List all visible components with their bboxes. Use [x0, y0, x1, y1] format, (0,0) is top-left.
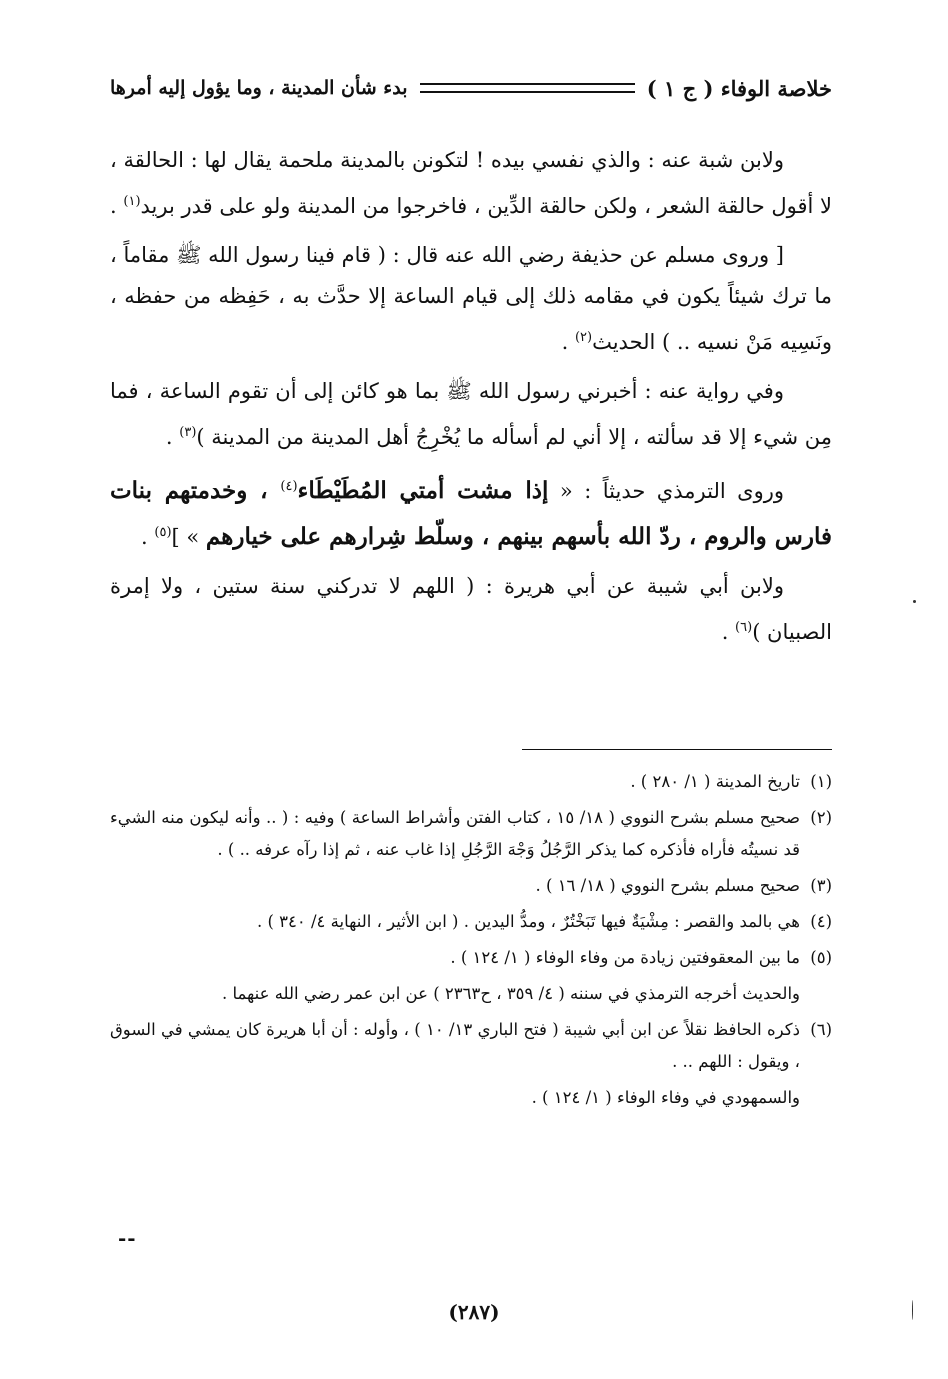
footnote-text: تاريخ المدينة ( ١/ ٢٨٠ ) .: [630, 772, 800, 791]
chapter-title: بدء شأن المدينة ، وما يؤول إليه أمرها: [110, 77, 408, 99]
footnote-text: ما بين المعقوفتين زيادة من وفاء الوفاء ( ١/ ١٢٤ ) .: [450, 948, 800, 967]
paragraph-text: [ وروى مسلم عن حذيفة رضي الله عنه قال : ( قام فينا رسول الله ﷺ مقاماً ، ما ترك شيئاً يكون في مقامه ذلك إلى قيام الساعة إلا حدَّث به ، حَفِظه من حفظه ، ونَسِيه مَنْ نسيه .. ) الحديث: [110, 243, 832, 354]
footnote-number: (٦): [810, 1020, 832, 1039]
scan-mark: [912, 1300, 913, 1320]
book-title: خلاصة الوفاء ( ج ١ ): [646, 75, 832, 101]
footnote-5: [110, 942, 832, 974]
paragraph-tail: .: [561, 330, 575, 354]
paragraph-tail: .: [721, 620, 736, 644]
footnote-ref: (١): [123, 194, 141, 209]
footnote-separator: [522, 749, 832, 750]
footnote-5-continued: والحديث أخرجه الترمذي في سننه ( ٤/ ٣٥٩ ، ح٢٣٦٣ ) عن ابن عمر رضي الله عنهما .: [221, 984, 800, 1003]
footnote-number: (٥): [810, 948, 832, 967]
footnote-3: [110, 870, 832, 902]
paragraph-text: وفي رواية عنه : أخبرني رسول الله ﷺ بما هو كائن إلى أن تقوم الساعة ، فما مِن شيء إلا قد سألته ، إلا أني لم أسأله ما يُخْرِجُ أهل المدينة من المدينة ): [110, 379, 832, 449]
footnote-ref: (٥): [154, 525, 172, 540]
paragraph-tail: .: [110, 194, 124, 218]
footnote-2: [110, 802, 832, 866]
paragraph-text: ولابن شبة عنه : والذي نفسي بيده ! لتكونن بالمدينة ملحمة يقال لها : الحالقة ، لا أقول حالقة الشعر ، ولكن حالقة الدِّين ، فاخرجوا من المدينة ولو على قدر بريد: [110, 148, 832, 218]
paragraph-intro: وروى الترمذي حديثاً : «: [548, 479, 785, 503]
main-text: [110, 140, 832, 661]
footnote-ref: (٣): [179, 425, 197, 440]
paragraph-3: [110, 371, 832, 458]
footnote-6: [110, 1014, 832, 1078]
paragraph-1: [110, 140, 832, 227]
footnote-ref: (٢): [574, 330, 593, 345]
hadith-text: إذا مشت أمتي المُطَيْطَاء: [297, 477, 549, 504]
paragraph-closing: » ]: [171, 525, 206, 549]
footnotes: [110, 766, 832, 1118]
paragraph-4: [110, 466, 832, 558]
paragraph-tail: .: [165, 425, 180, 449]
footnote-text: ذكره الحافظ نقلاً عن ابن أبي شيبة ( فتح الباري ١٣/ ١٠ ) ، وأوله : أن أبا هريرة كان يمشي في السوق ، ويقول : اللهم .. .: [110, 1020, 800, 1071]
header-rule: [420, 83, 635, 93]
footnote-4: [110, 906, 832, 938]
scan-speck: [913, 600, 916, 603]
footnote-number: (٢): [810, 808, 832, 827]
footnote-6-continued: والسمهودي في وفاء الوفاء ( ١/ ١٢٤ ) .: [531, 1088, 800, 1107]
footnote-ref: (٤): [280, 479, 298, 494]
footnote-text: صحيح مسلم بشرح النووي ( ١٨/ ١٦ ) .: [535, 876, 800, 895]
running-header: [110, 68, 832, 108]
end-dash: --: [118, 1226, 137, 1250]
footnote-number: (٤): [810, 912, 832, 931]
paragraph-5: [110, 566, 832, 653]
hadith-text: ، وخدمتهم بنات فارس والروم ، ردّ الله بأسهم بينهم ، وسلّط شِرارهم على خيارهم: [110, 477, 832, 550]
page-number: (٢٨٧): [448, 1300, 500, 1324]
footnote-number: (٣): [810, 876, 832, 895]
footnote-number: (١): [810, 772, 832, 791]
paragraph-2: [110, 235, 832, 363]
footnote-1: [110, 766, 832, 798]
footnote-text: هي بالمد والقصر : مِشْيَةٌ فيها تَبَخْتُرٌ ، ومدُّ اليدين . ( ابن الأثير ، النهاية ٤/ ٣٤٠ ) .: [256, 912, 800, 931]
footnote-ref: (٦): [735, 620, 753, 635]
paragraph-tail: .: [141, 525, 155, 549]
footnote-text: صحيح مسلم بشرح النووي ( ١٨/ ١٥ ، كتاب الفتن وأشراط الساعة ) وفيه : ( .. وأنه ليكون منه الشيء قد نسيتُه فأراه فأذكره كما يذكر الرَّجُلُ وَجْهَ الرَّجُلِ إذا غاب عنه ، ثم إذا رآه عرفه .. ) .: [110, 808, 800, 859]
paragraph-text: ولابن أبي شيبة عن أبي هريرة : ( اللهم لا تدركني سنة ستين ، ولا إمرة الصبيان ): [110, 574, 832, 644]
